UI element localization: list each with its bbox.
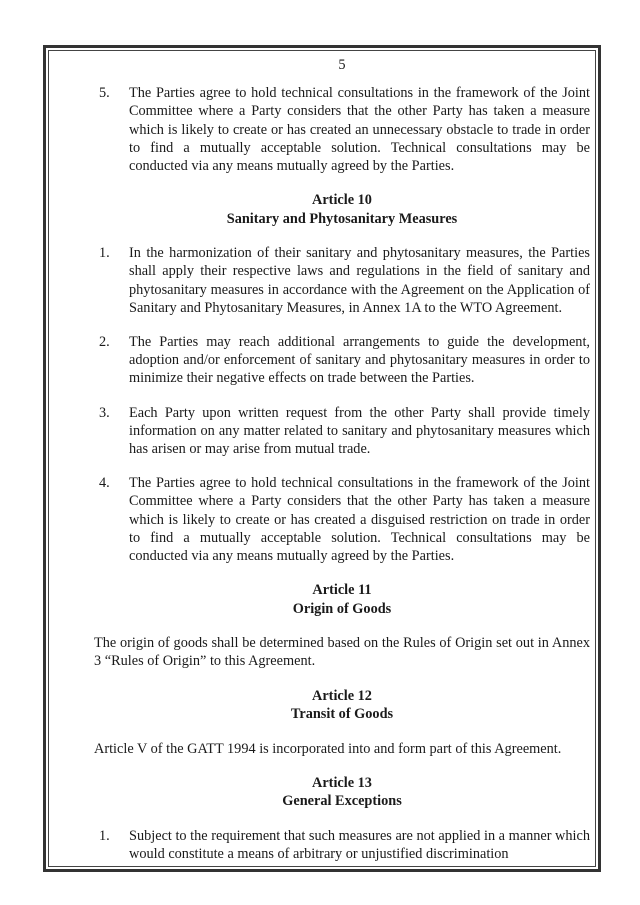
paragraph-text: In the harmonization of their sanitary and phytosanitary measures, the Parties shall apply their respective laws and regulations in the field of sanitary and phytosanitary measures in accordance with the Agreement on the Application of Sanitary and Phytosanitary Measures, in Annex 1A to the WTO Agreement. <box>129 245 590 316</box>
page-number: 5 <box>338 57 346 73</box>
article-number: Article 13 <box>312 774 372 791</box>
paragraph-number: 1. <box>99 245 110 262</box>
article-heading <box>94 191 590 228</box>
paragraph-item <box>94 404 590 459</box>
article-heading <box>94 687 590 724</box>
paragraph-text: Article V of the GATT 1994 is incorporated into and form part of this Agreement. <box>94 740 562 757</box>
paragraph-item <box>94 333 590 388</box>
article-heading <box>94 581 590 618</box>
article-title: Transit of Goods <box>290 706 394 723</box>
paragraph-text: The Parties agree to hold technical consultations in the framework of the Joint Committee where a Party considers that the other Party has taken a measure which is likely to create or has created an unnecessary obstacle to trade in order to find a mutually acceptable solution. Technical consultations may be conducted via any means mutually agreed by the Parties. <box>129 85 590 175</box>
article-title: Origin of Goods <box>292 600 392 617</box>
paragraph-text: The Parties agree to hold technical consultations in the framework of the Joint Committee where a Party considers that the other Party has taken a measure which is likely to create or has created a disguised restriction on trade in order to find a mutually acceptable solution. Technical consultations may be conducted via any means mutually agreed by the Parties. <box>129 475 590 565</box>
paragraph-item <box>94 244 590 317</box>
paragraph-text: Each Party upon written request from the other Party shall provide timely information on any matter related to sanitary and phytosanitary measures which has arisen or may arise from mutual trade. <box>129 404 590 458</box>
paragraph-item <box>94 84 590 175</box>
article-number: Article 12 <box>312 687 372 704</box>
paragraph-number: 1. <box>99 827 110 844</box>
paragraph-number: 3. <box>99 404 110 421</box>
document-body <box>94 56 590 879</box>
paragraph-item <box>94 474 590 565</box>
article-heading <box>94 774 590 811</box>
paragraph-number: 4. <box>99 475 110 492</box>
article-title: General Exceptions <box>282 793 402 810</box>
paragraph-item <box>94 827 590 863</box>
paragraph-text: The Parties may reach additional arrangements to guide the development, adoption and/or enforcement of sanitary and phytosanitary measures in order to minimize their negative effects on trade between the Parties. <box>129 334 590 387</box>
paragraph-text: Subject to the requirement that such measures are not applied in a manner which would constitute a means of arbitrary or unjustified discrimination <box>129 827 590 863</box>
paragraph-number: 5. <box>99 85 110 102</box>
article-number: Article 10 <box>312 192 372 209</box>
article-title: Sanitary and Phytosanitary Measures <box>226 210 458 227</box>
paragraph-number: 2. <box>99 334 110 351</box>
article-number: Article 11 <box>312 582 372 599</box>
paragraph-text: The origin of goods shall be determined based on the Rules of Origin set out in Annex 3 “Rules of Origin” to this Agreement. <box>94 635 590 670</box>
